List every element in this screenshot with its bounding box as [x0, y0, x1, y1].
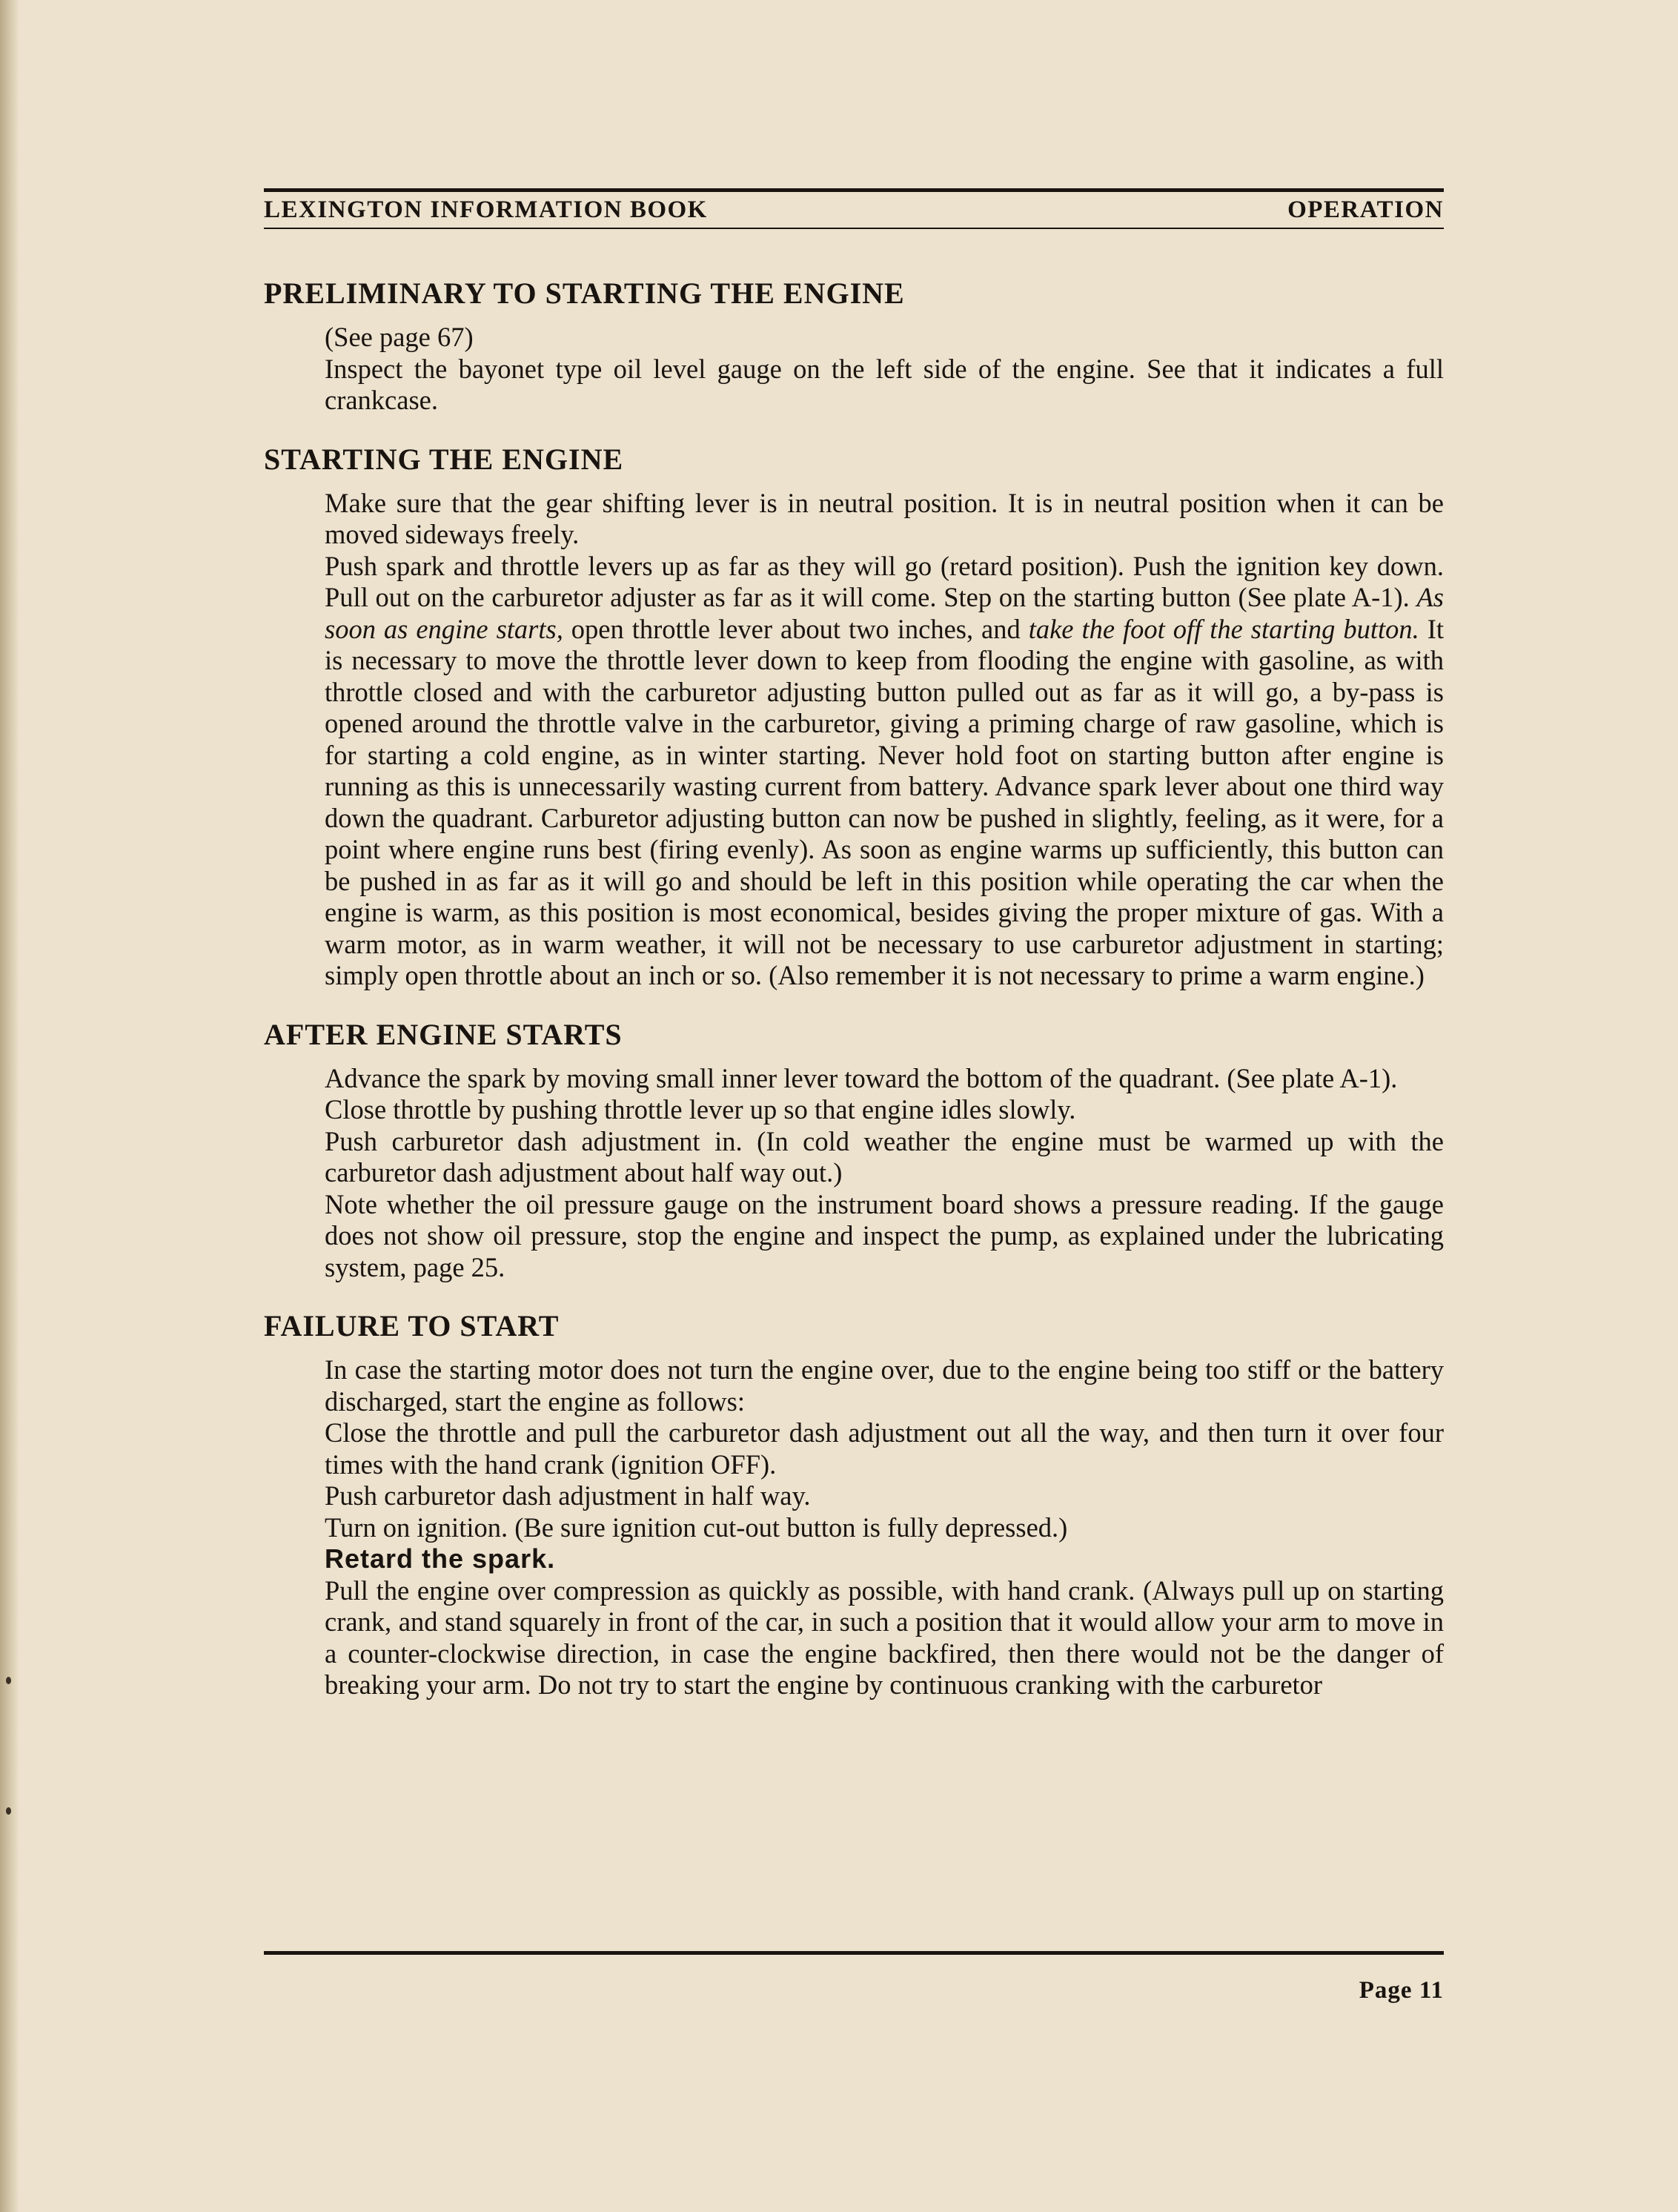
page-binding-edge — [0, 0, 19, 2212]
section-after-start — [264, 1017, 1444, 1284]
ink-speck — [6, 1677, 11, 1684]
paragraph: Pull the engine over compression as quickly as possible, with hand crank. (Always pull up on starting crank, and stand squarely in front of the car, in such a position that it would allow your arm to move in a counter-clockwise direction, in case the engine backfired, then there would not be the danger of breaking your arm. Do not try to start the engine by continuous cranking with the carburetor — [325, 1574, 1444, 1700]
section-starting — [264, 442, 1444, 992]
section-heading: AFTER ENGINE STARTS — [264, 1017, 623, 1051]
paragraph: In case the starting motor does not turn the engine over, due to the engine being too stiff or the battery discharged, start the engine as follows: — [325, 1354, 1444, 1417]
paragraph: Advance the spark by moving small inner lever toward the bottom of the quadrant. (See plate A-1). — [325, 1062, 1398, 1093]
section-preliminary — [264, 276, 1444, 417]
running-header — [264, 188, 1444, 229]
section-body — [264, 322, 1444, 417]
paragraph: (See page 67) — [325, 322, 474, 352]
section-failure — [264, 1308, 1444, 1701]
italic-run: take the foot off the starting button. — [1028, 613, 1419, 644]
section-body — [264, 1354, 1444, 1701]
paragraph-mixed — [325, 551, 1444, 992]
chapter-title: OPERATION — [1287, 196, 1444, 223]
paragraph: Inspect the bayonet type oil level gauge on the left side of the engine. See that it indicates a full crankcase. — [325, 353, 1444, 415]
section-heading: FAILURE TO START — [264, 1309, 560, 1342]
italic-run: As soon as engine starts, — [325, 582, 1444, 644]
section-heading: STARTING THE ENGINE — [264, 442, 624, 476]
paragraph: Close the throttle and pull the carburetor dash adjustment out all the way, and then turn it over four times with the hand crank (ignition OFF). — [325, 1417, 1444, 1480]
section-body — [264, 488, 1444, 992]
page-body — [264, 276, 1444, 1726]
paragraph: Push carburetor dash adjustment in half way. — [325, 1480, 811, 1511]
footer-rule — [264, 1951, 1444, 1955]
paragraph: Turn on ignition. (Be sure ignition cut-out button is fully depressed.) — [325, 1511, 1068, 1543]
paragraph: Push carburetor dash adjustment in. (In cold weather the engine must be warmed up with the carburetor dash adjustment about half way out.) — [325, 1125, 1444, 1188]
text-run: open throttle lever about two inches, and — [563, 613, 1029, 644]
paragraph: Close throttle by pushing throttle lever up so that engine idles slowly. — [325, 1094, 1076, 1125]
text-run: Push spark and throttle levers up as far as they will go (retard position). Push the ignition key down. Pull out on the carburetor adjuster as far as it will come. Step on the starting button (See plate A-1). — [325, 550, 1444, 612]
page-number: Page 11 — [1359, 1977, 1444, 2004]
running-footer — [264, 1951, 1444, 2004]
paragraph: Make sure that the gear shifting lever is in neutral position. It is in neutral position when it can be moved sideways freely. — [325, 487, 1444, 549]
ink-speck — [6, 1807, 11, 1815]
section-body — [264, 1063, 1444, 1284]
book-title: LEXINGTON INFORMATION BOOK — [264, 196, 708, 223]
section-heading: PRELIMINARY TO STARTING THE ENGINE — [264, 276, 905, 310]
run-in-heading: Retard the spark. — [325, 1543, 556, 1574]
header-bottom-rule — [264, 228, 1444, 229]
text-run: It is necessary to move the throttle lever down to keep from flooding the engine with gasoline, as with throttle closed and with the carburetor adjusting button pulled out as far as it will go, a by-pass is opened around the throttle valve in the carburetor, giving a priming charge of raw gasoline, which is for starting a cold engine, as in winter starting. Never hold foot on starting button after engine is running as this is unnecessarily wasting current from battery. Advance spark lever about one third way down the quadrant. Carburetor adjusting button can now be pushed in slightly, feeling, as it were, for a point where engine runs best (firing evenly). As soon as engine warms up sufficiently, this button can be pushed in as far as it will go and should be left in this position while operating the car when the engine is warm, as this position is most economical, besides giving the proper mixture of gas. With a warm motor, as in warm weather, it will not be necessary to use carburetor adjustment in starting; simply open throttle about an inch or so. (Also remember it is not necessary to prime a warm engine.) — [325, 613, 1444, 990]
header-row — [264, 192, 1444, 228]
paragraph: Note whether the oil pressure gauge on the instrument board shows a pressure reading. If the gauge does not show oil pressure, stop the engine and inspect the pump, as explained under the lubricating system, page 25. — [325, 1188, 1444, 1282]
